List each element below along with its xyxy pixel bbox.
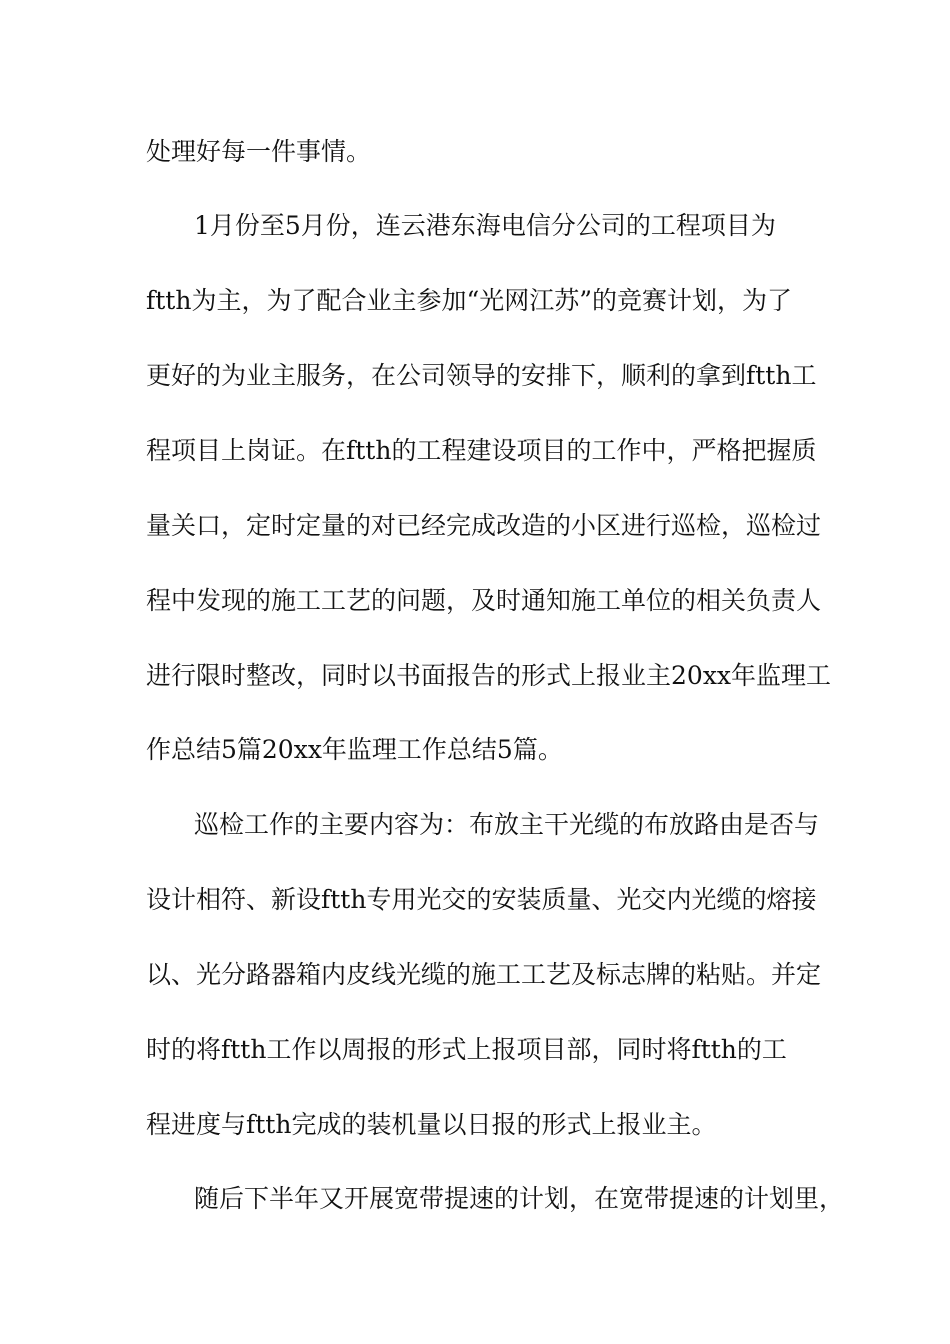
paragraph-first-line: 随后下半年又开展宽带提速的计划，在宽带提速的计划里， — [194, 1184, 845, 1213]
text-line: 以、光分路器箱内皮线光缆的施工工艺及标志牌的粘贴。并定 — [146, 960, 822, 989]
text-line: ftth为主，为了配合业主参加“光网江苏”的竞赛计划，为了 — [146, 286, 793, 315]
text-line: 作总结5篇20xx年监理工作总结5篇。 — [146, 735, 563, 764]
text-line: 量关口，定时定量的对已经完成改造的小区进行巡检，巡检过 — [146, 511, 822, 540]
paragraph-first-line: 1月份至5月份，连云港东海电信分公司的工程项目为 — [194, 211, 776, 240]
text-line: 更好的为业主服务，在公司领导的安排下，顺利的拿到ftth工 — [146, 361, 817, 390]
text-line: 程项目上岗证。在ftth的工程建设项目的工作中，严格把握质 — [146, 436, 817, 465]
text-line: 程进度与ftth完成的装机量以日报的形式上报业主。 — [146, 1110, 717, 1139]
text-line: 处理好每一件事情。 — [146, 137, 372, 166]
paragraph-first-line: 巡检工作的主要内容为：布放主干光缆的布放路由是否与 — [194, 810, 820, 839]
text-line: 程中发现的施工工艺的问题，及时通知施工单位的相关负责人 — [146, 586, 822, 615]
text-line: 设计相符、新设ftth专用光交的安装质量、光交内光缆的熔接 — [146, 885, 817, 914]
text-line: 进行限时整改，同时以书面报告的形式上报业主20xx年监理工 — [146, 661, 832, 690]
text-line: 时的将ftth工作以周报的形式上报项目部，同时将ftth的工 — [146, 1035, 787, 1064]
